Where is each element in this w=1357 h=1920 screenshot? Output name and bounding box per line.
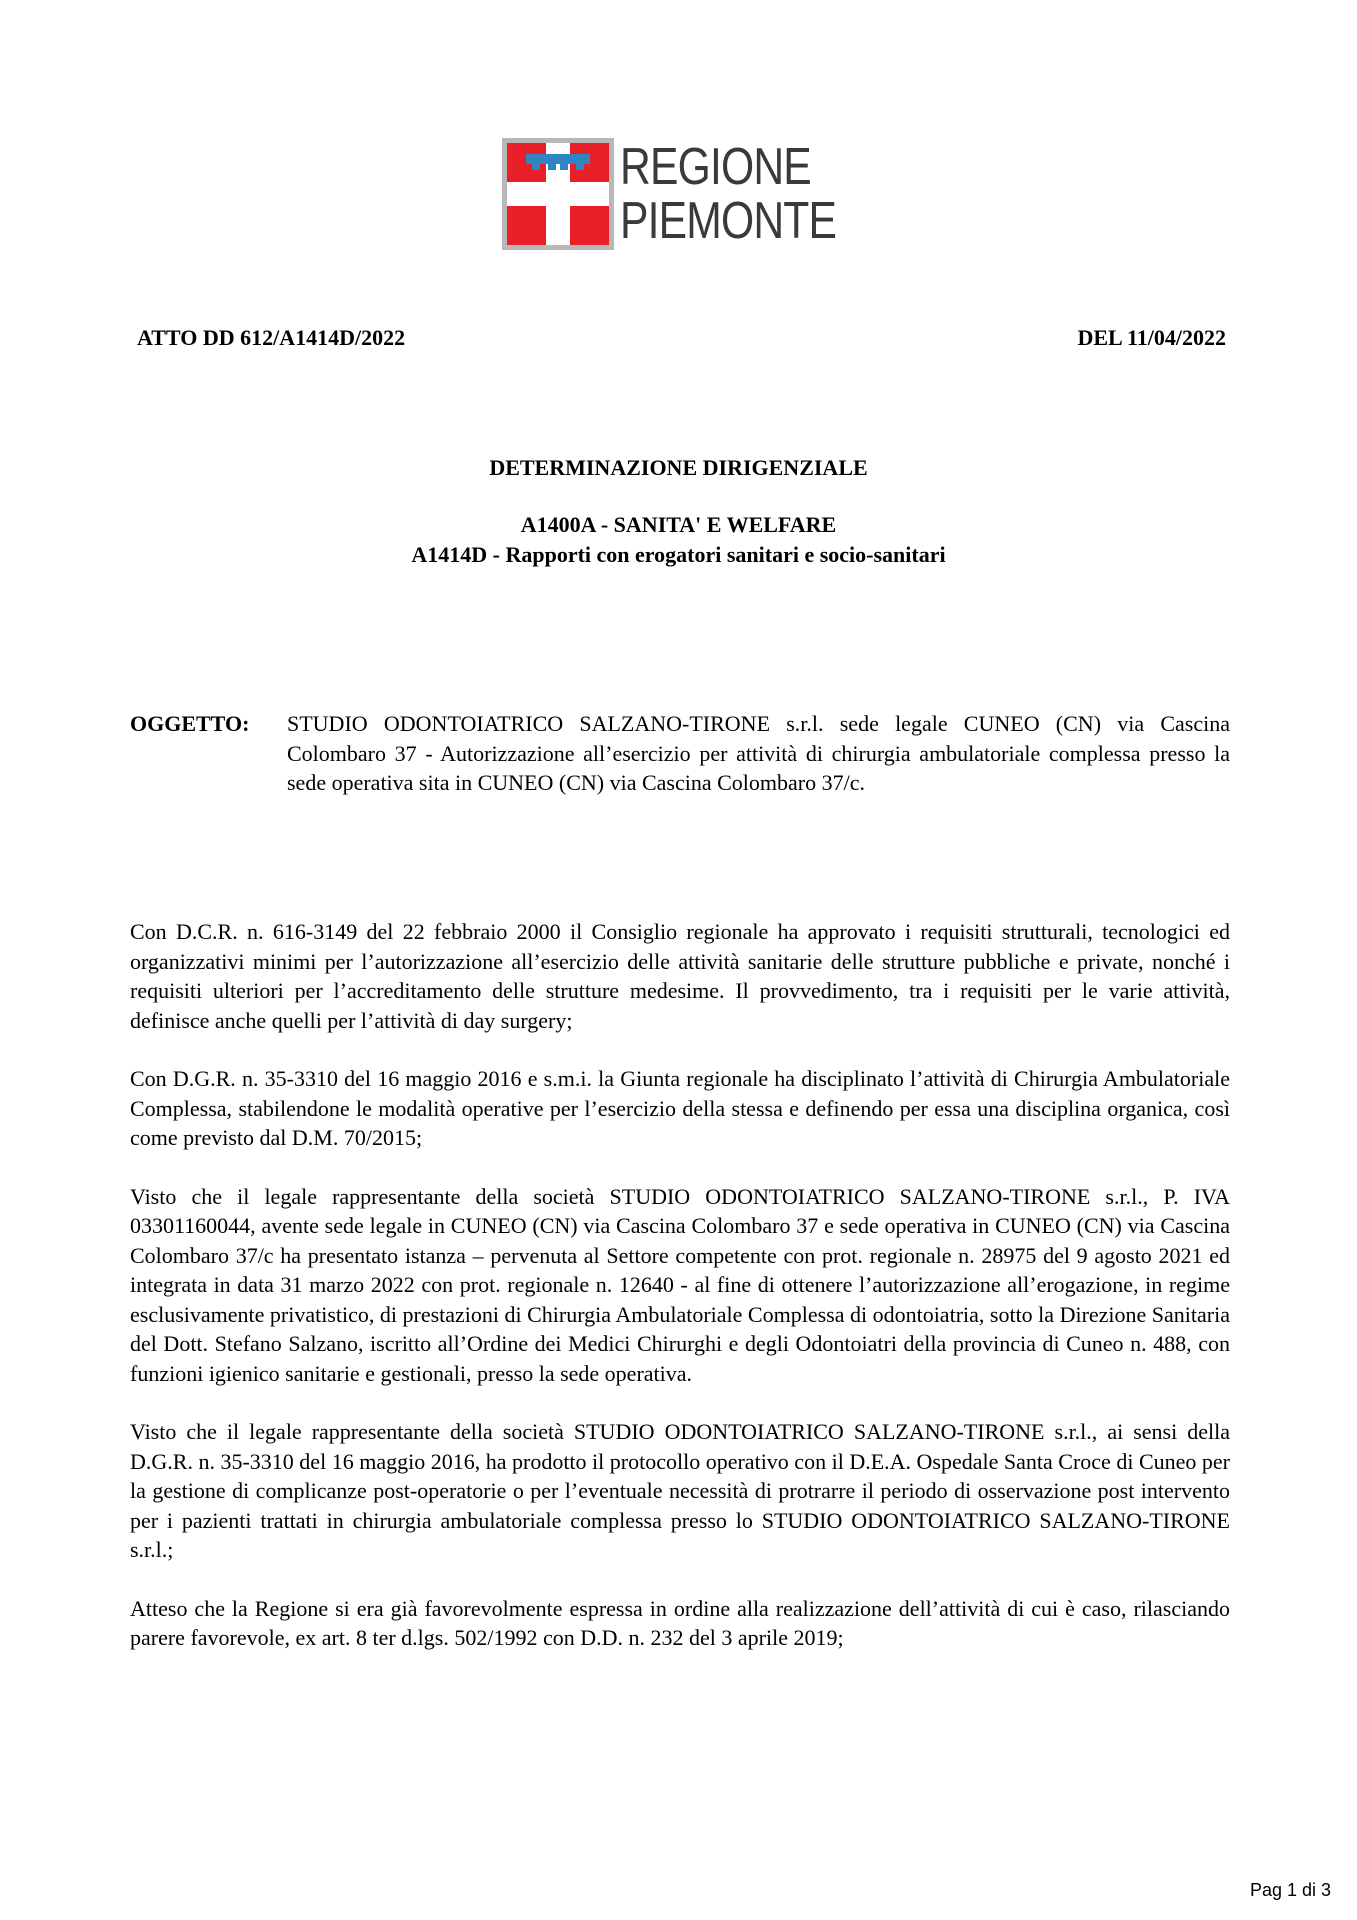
- body-paragraph: Con D.G.R. n. 35-3310 del 16 maggio 2016 e s.m.i. la Giunta regionale ha disciplinato l’attività di Chirurgia Ambulatoriale Complessa, stabilendone le modalità operative per l’esercizio della stessa e definendo per essa una disciplina organica, così come previsto dal D.M. 70/2015;: [130, 1066, 1230, 1150]
- body-paragraph: Con D.C.R. n. 616-3149 del 22 febbraio 2000 il Consiglio regionale ha approvato i requisiti strutturali, tecnologici ed organizzativi minimi per l’autorizzazione all’esercizio delle attività sanitarie delle strutture pubbliche e private, nonché i requisiti ulteriori per l’accreditamento delle strutture medesime. Il provvedimento, tra i requisiti per le varie attività, definisce anche quelli per l’attività di day surgery;: [130, 919, 1230, 1033]
- subject-text: STUDIO ODONTOIATRICO SALZANO-TIRONE s.r.l. sede legale CUNEO (CN) via Cascina Colombaro 37 - Autorizzazione all’esercizio per attività di chirurgia ambulatoriale complessa presso la sede operativa sita in CUNEO (CN) via Cascina Colombaro 37/c.: [287, 711, 1230, 795]
- subject-label: OGGETTO:: [130, 711, 250, 736]
- regione-piemonte-logo: [502, 138, 862, 256]
- document-body: [130, 917, 1230, 1682]
- body-paragraph: Atteso che la Regione si era già favorevolmente espressa in ordine alla realizzazione dell’attività di cui è caso, rilasciando parere favorevole, ex art. 8 ter d.lgs. 502/1992 con D.D. n. 232 del 3 aprile 2019;: [130, 1595, 1230, 1650]
- body-paragraph: Visto che il legale rappresentante della società STUDIO ODONTOIATRICO SALZANO-TIRONE s.r.l., P. IVA 03301160044, avente sede legale in CUNEO (CN) via Cascina Colombaro 37 e sede operativa in CUNEO (CN) via Cascina Colombaro 37/c ha presentato istanza – pervenuta al Settore competente con prot. regionale n. 28975 del 9 agosto 2021 ed integrata in data 31 marzo 2022 con prot. regionale n. 12640 - al fine di ottenere l’autorizzazione all’erogazione, in regime esclusivamente privatistico, di prestazioni di Chirurgia Ambulatoriale Complessa di odontoiatria, sotto la Direzione Sanitaria del Dott. Stefano Salzano, iscritto all’Ordine dei Medici Chirurghi e degli Odontoiatri della provincia di Cuneo n. 488, con funzioni igienico sanitarie e gestionali, presso la sede operativa.: [130, 1183, 1230, 1386]
- department-line-1: A1400A - SANITA' E WELFARE: [520, 512, 837, 537]
- act-date: DEL 11/04/2022: [1077, 325, 1226, 350]
- department-line-2: A1414D - Rapporti con erogatori sanitari e socio-sanitari: [411, 542, 946, 567]
- act-number: ATTO DD 612/A1414D/2022: [137, 325, 406, 350]
- logo-line-2: PIEMONTE: [620, 192, 837, 250]
- body-paragraph: Visto che il legale rappresentante della società STUDIO ODONTOIATRICO SALZANO-TIRONE s.r.l., ai sensi della D.G.R. n. 35-3310 del 16 maggio 2016, ha prodotto il protocollo operativo con il D.E.A. Ospedale Santa Croce di Cuneo per la gestione di complicanze post-operatorie o per l’eventuale necessità di protrarre il periodo di osservazione post intervento per i pazienti trattati in chirurgia ambulatoriale complessa presso lo STUDIO ODONTOIATRICO SALZANO-TIRONE s.r.l.;: [130, 1419, 1230, 1562]
- document-title: DETERMINAZIONE DIRIGENZIALE: [489, 455, 868, 480]
- logo-line-1: REGIONE: [620, 138, 811, 196]
- logo-wordmark: [620, 138, 837, 250]
- regione-piemonte-emblem: [502, 138, 614, 250]
- page-number: Pag 1 di 3: [1249, 1880, 1331, 1900]
